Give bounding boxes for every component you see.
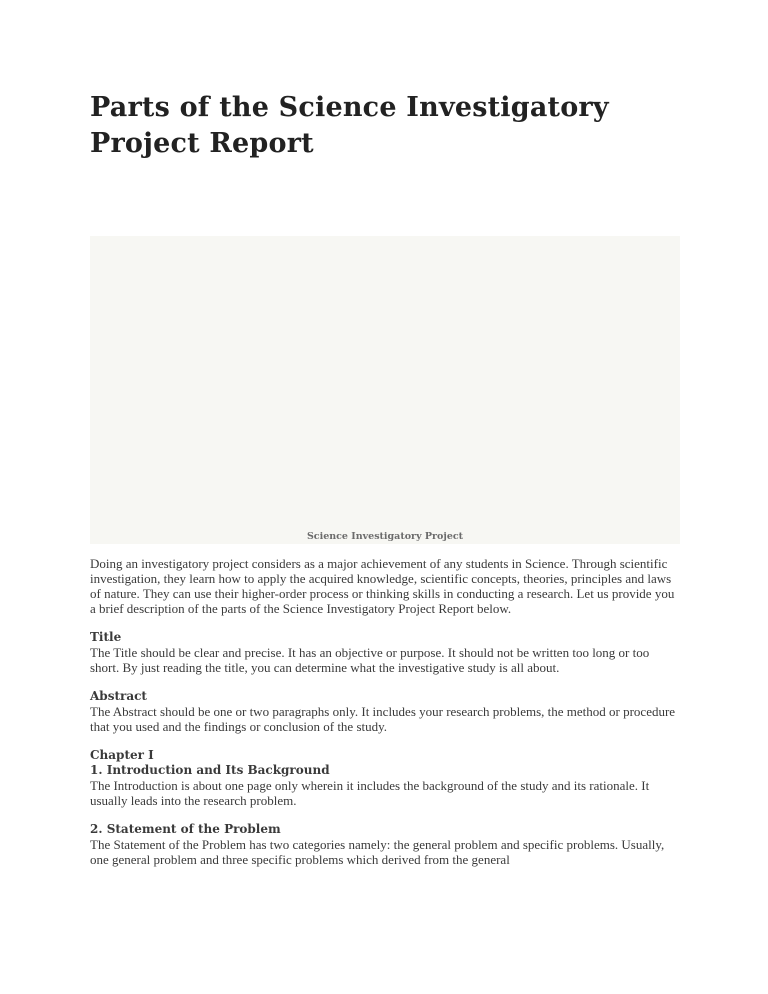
section-text: The Statement of the Problem has two categories namely: the general problem and specific problems. Usually, one general problem and three specific problems which derived from the general — [90, 837, 665, 867]
section-title — [90, 630, 680, 675]
section-heading: 2. Statement of the Problem — [90, 822, 281, 836]
page-title: Parts of the Science Investigatory Project Report — [90, 92, 609, 159]
figure-caption: Science Investigatory Project — [306, 531, 464, 542]
section-heading: 1. Introduction and Its Background — [90, 763, 330, 777]
section-text: The Introduction is about one page only wherein it includes the background of the study and its rationale. It usually leads into the research problem. — [90, 778, 650, 808]
section-statement-of-problem — [90, 822, 680, 867]
section-text: The Title should be clear and precise. It has an objective or purpose. It should not be written too long or too short. By just reading the title, you can determine what the investigative study is all about. — [90, 645, 650, 675]
figure-image — [90, 236, 680, 544]
section-heading: Abstract — [90, 689, 147, 703]
section-text: The Abstract should be one or two paragraphs only. It includes your research problems, the method or procedure that you used and the findings or conclusion of the study. — [90, 704, 676, 734]
document-page — [90, 90, 680, 867]
section-heading: Title — [90, 630, 122, 644]
intro-paragraph: Doing an investigatory project considers as a major achievement of any students in Science. Through scientific investigation, they learn how to apply the acquired knowledge, scientific concepts, theories, principles and laws of nature. They can use their higher-order process or thinking skills in conducting a research. Let us provide you a brief description of the parts of the Science Investigatory Project Report below. — [90, 556, 675, 616]
section-chapter-1 — [90, 748, 680, 808]
chapter-label: Chapter I — [90, 748, 154, 762]
section-abstract — [90, 689, 680, 734]
